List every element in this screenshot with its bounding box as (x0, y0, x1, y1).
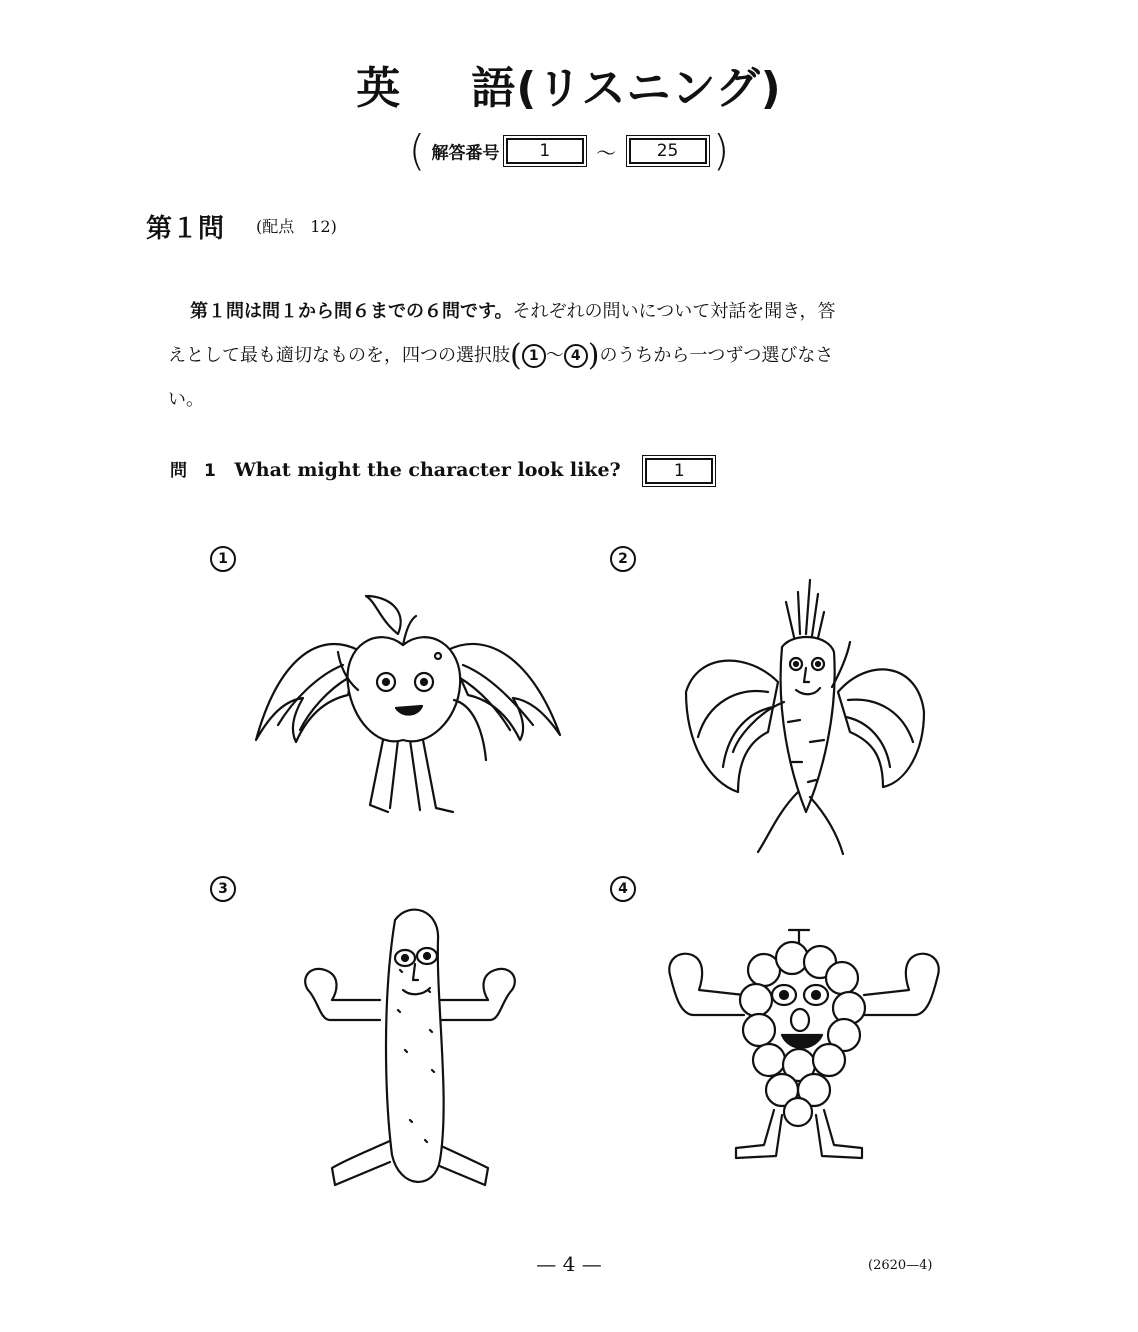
apple-body (348, 637, 461, 741)
winged-apple-illustration[interactable] (248, 590, 568, 830)
section-heading: 第１問 (146, 214, 225, 244)
instructions: 第１問は問１から問６までの６問です。それぞれの問いについて対話を聞き，答 えとして最も適切なものを，四つの選択肢( 1 〜 4 )のうちから一つずつ選びなさ い。 (168, 290, 948, 422)
option-2-number: 2 (610, 546, 636, 572)
option-4-label[interactable] (610, 876, 636, 902)
muscular-grape-illustration[interactable] (664, 920, 944, 1170)
instructions-line1: それぞれの問いについて対話を聞き，答 (512, 301, 836, 322)
instructions-line2-pre: えとして最も適切なものを，四つの選択肢 (168, 345, 510, 366)
page-title (0, 52, 1138, 116)
answer-to-box: 25 (629, 138, 707, 164)
instructions-line3: い。 (168, 389, 204, 410)
option-1-number: 1 (210, 546, 236, 572)
option-2-label[interactable] (610, 546, 636, 572)
exam-code: (2620—4) (868, 1258, 933, 1273)
title-part-2: 語(リスニング) (471, 63, 782, 114)
question-1 (170, 456, 713, 484)
carrot-right-wing (838, 669, 924, 787)
instructions-range-to: 4 (564, 344, 588, 368)
apple-leaf (366, 596, 401, 634)
option-4-number: 4 (610, 876, 636, 902)
winged-carrot-illustration[interactable] (678, 572, 938, 862)
answer-number-range: ( 解答番号 1 〜 25 ) (408, 126, 730, 175)
answer-number-label: 解答番号 (431, 143, 500, 164)
instructions-range-from: 1 (522, 344, 546, 368)
instructions-range-separator: 〜 (545, 345, 564, 366)
option-3-number: 3 (210, 876, 236, 902)
carrot-left-wing (686, 661, 778, 792)
question-answer-box[interactable]: 1 (645, 458, 713, 484)
grape-left-arm (669, 954, 744, 1015)
grape-right-arm (864, 954, 939, 1015)
apple-left-wing (256, 644, 358, 742)
page-number: — 4 — (536, 1252, 602, 1276)
cucumber-left-arm (305, 969, 380, 1020)
cucumber-right-arm (440, 969, 515, 1020)
answer-from-box: 1 (506, 138, 584, 164)
muscular-cucumber-illustration[interactable] (300, 900, 520, 1200)
question-text: What might the character look like? (234, 459, 621, 481)
question-label: 問 1 (170, 461, 216, 481)
option-3-label[interactable] (210, 876, 236, 902)
option-1-label[interactable] (210, 546, 236, 572)
title-part-1: 英 (356, 63, 402, 114)
instructions-line2-post: のうちから一つずつ選びなさ (599, 345, 834, 366)
carrot-body (781, 637, 835, 812)
answer-range-separator: 〜 (596, 140, 617, 165)
section-points: (配点 12) (256, 217, 337, 236)
instructions-lead: 第１問は問１から問６までの６問です。 (190, 301, 513, 322)
